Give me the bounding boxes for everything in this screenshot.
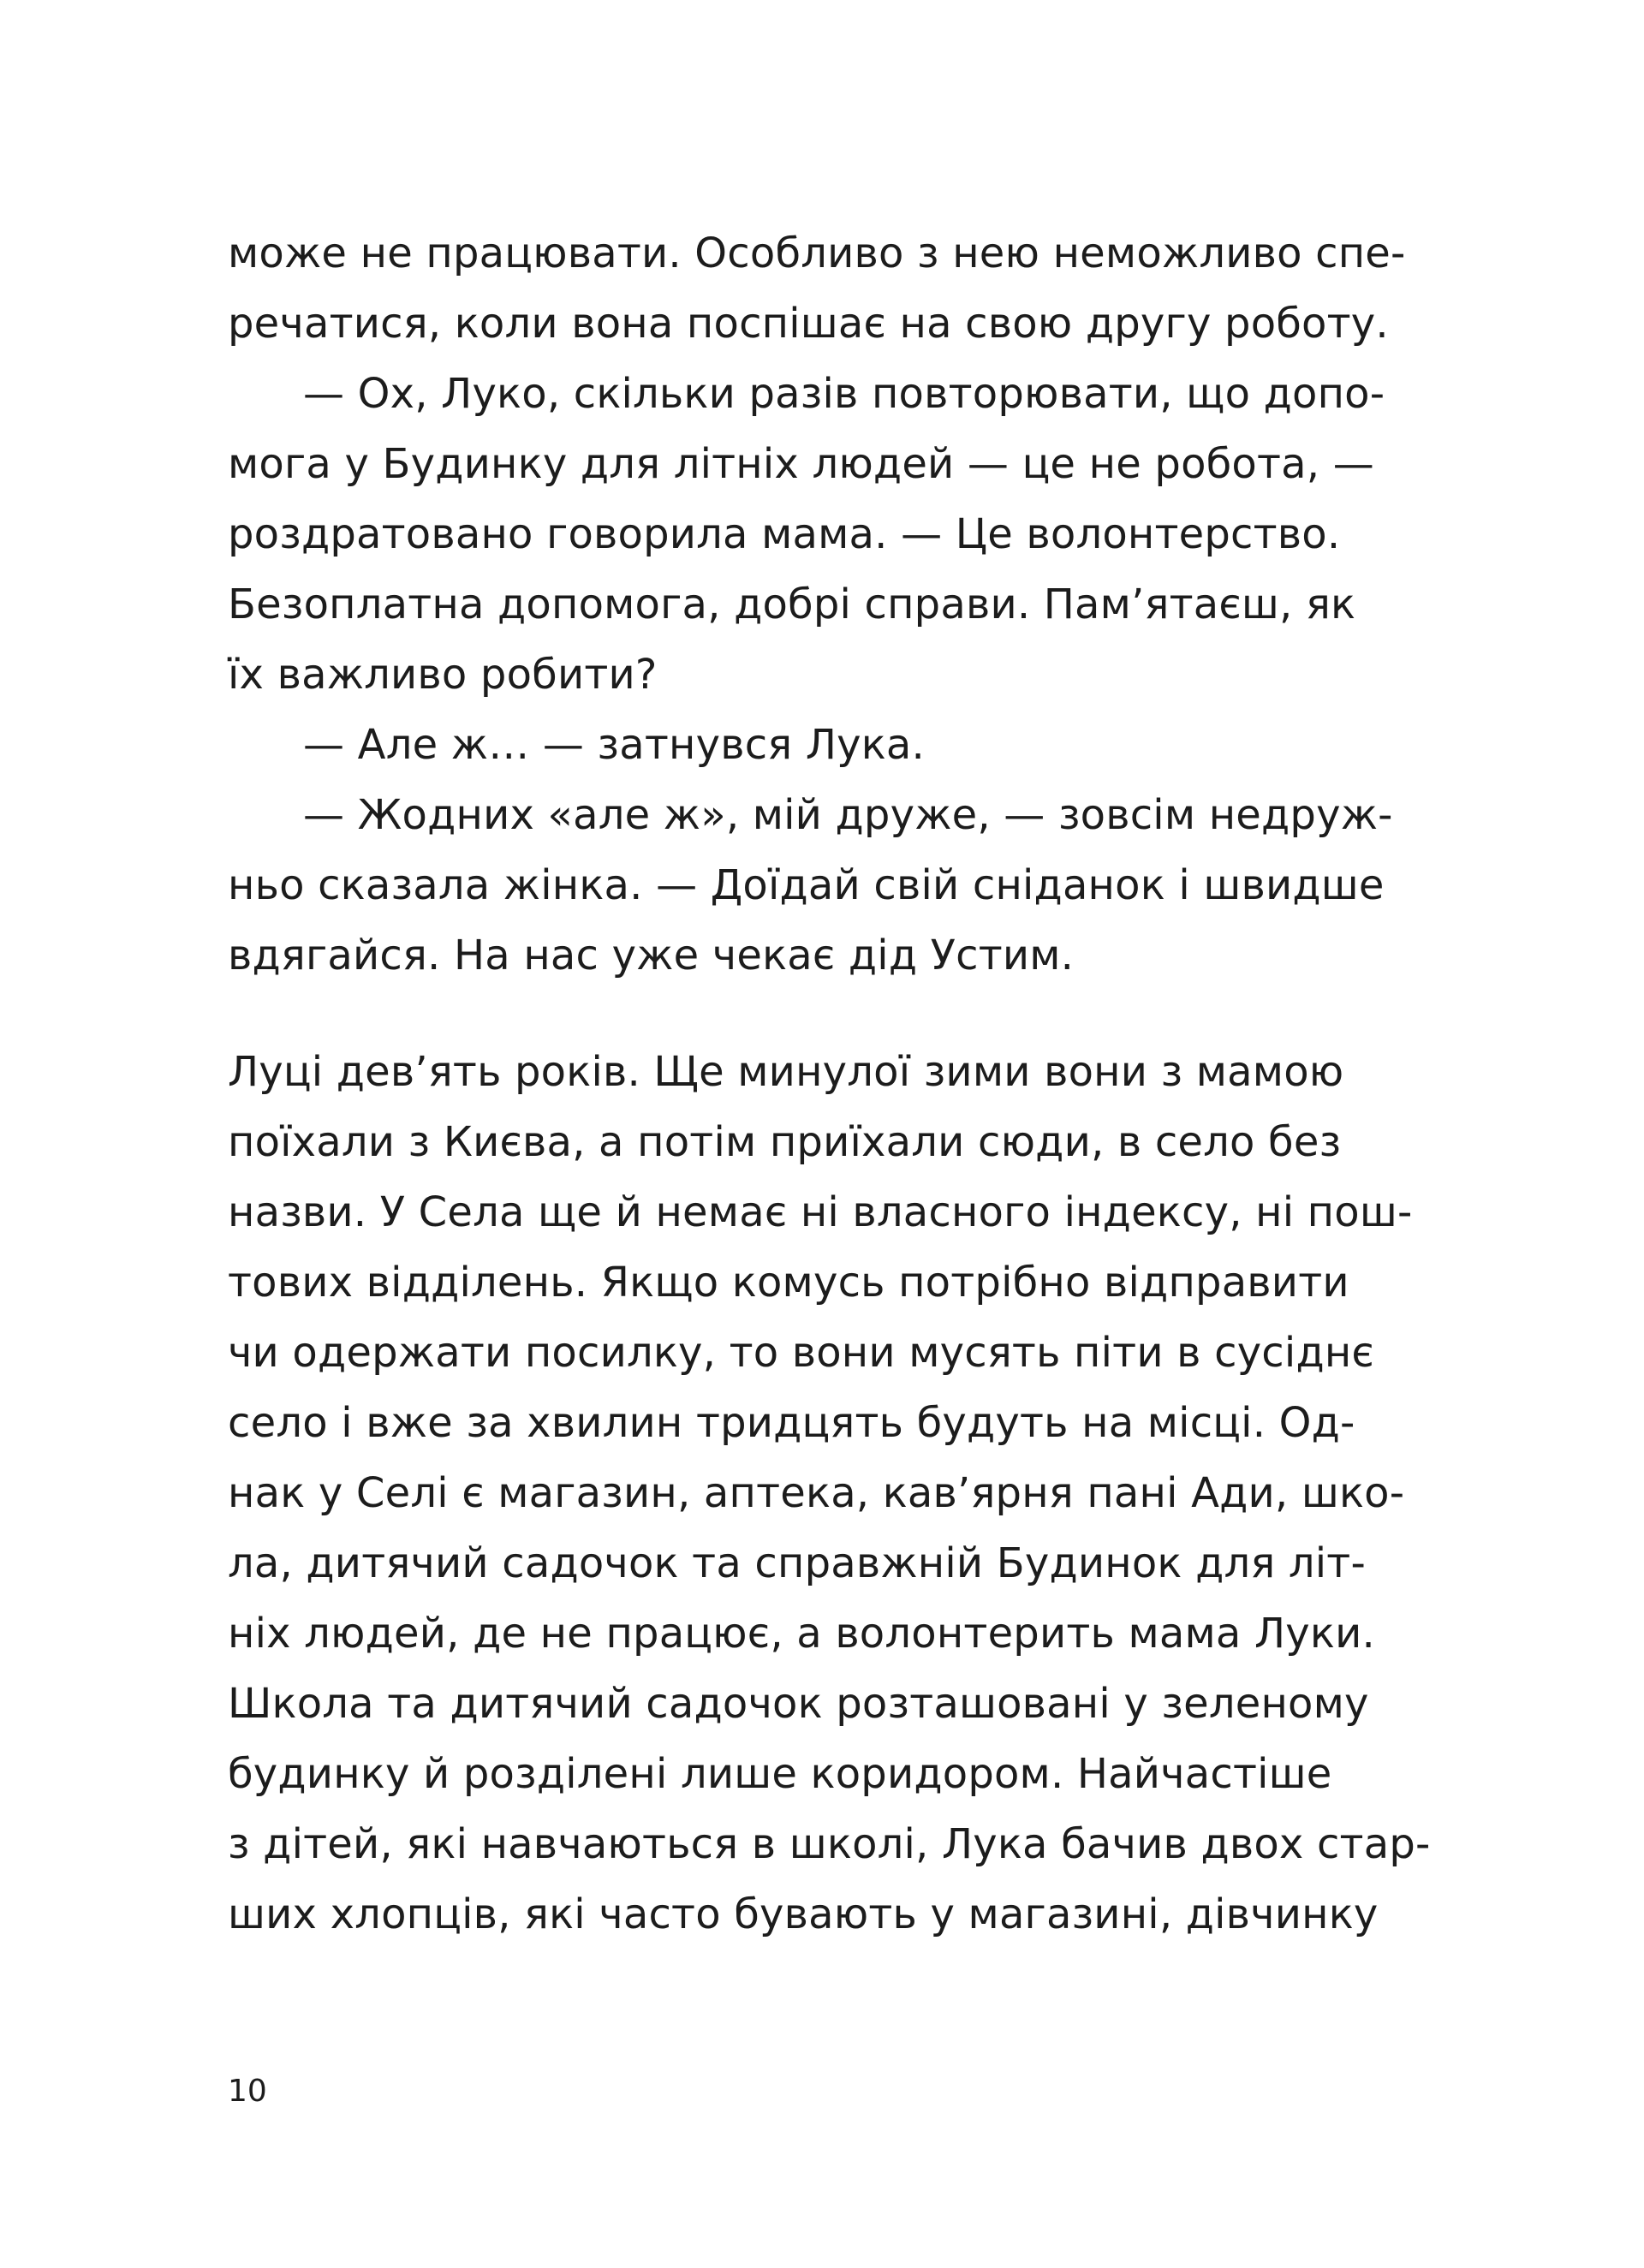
text-section-bottom [228, 1037, 1431, 1950]
text-line: ньо сказала жінка. — Доїдай свій сніданок і швидше [228, 861, 1385, 909]
dialogue-line: — Але ж… — затнувся Лука. [303, 721, 925, 769]
text-line: тових відділень. Якщо комусь потрібно відправити [228, 1259, 1349, 1307]
dialogue-line: — Ох, Луко, скільки разів повторювати, що допо- [303, 370, 1385, 418]
text-line: село і вже за хвилин тридцять будуть на місці. Од- [228, 1399, 1355, 1447]
text-line: назви. У Села ще й немає ні власного індексу, ні пош- [228, 1188, 1413, 1236]
text-line: ла, дитячий садочок та справжній Будинок для літ- [228, 1539, 1366, 1587]
text-line: з дітей, які навчаються в школі, Лука бачив двох стар- [228, 1820, 1431, 1868]
text-line: роздратовано говорила мама. — Це волонтерство. [228, 510, 1341, 558]
text-line: чи одержати посилку, то вони мусять піти в сусіднє [228, 1329, 1374, 1377]
text-line: Луці дев’ять років. Ще минулої зими вони з мамою [228, 1048, 1344, 1096]
text-line: ших хлопців, які часто бувають у магазині, дівчинку [228, 1890, 1379, 1938]
text-section-top [228, 218, 1425, 991]
text-line: поїхали з Києва, а потім приїхали сюди, в село без [228, 1118, 1342, 1166]
page-number: 10 [228, 2074, 267, 2109]
text-line: речатися, коли вона поспішає на свою другу роботу. [228, 300, 1389, 348]
text-line: Школа та дитячий садочок розташовані у зеленому [228, 1680, 1369, 1728]
text-line: їх важливо робити? [228, 651, 658, 699]
text-line: вдягайся. На нас уже чекає дід Устим. [228, 932, 1075, 979]
text-line: мога у Будинку для літніх людей — це не робота, — [228, 440, 1374, 488]
text-line: будинку й розділені лише коридором. Найчастіше [228, 1750, 1332, 1798]
text-line: нак у Селі є магазин, аптека, кав’ярня пані Ади, шко- [228, 1469, 1405, 1517]
text-line: може не працювати. Особливо з нею неможливо спе- [228, 229, 1406, 277]
dialogue-line: — Жодних «але ж», мій друже, — зовсім недруж- [303, 791, 1393, 839]
text-line: Безоплатна допомога, добрі справи. Пам’ятаєш, як [228, 580, 1356, 628]
text-line: ніх людей, де не працює, а волонтерить мама Луки. [228, 1610, 1375, 1658]
